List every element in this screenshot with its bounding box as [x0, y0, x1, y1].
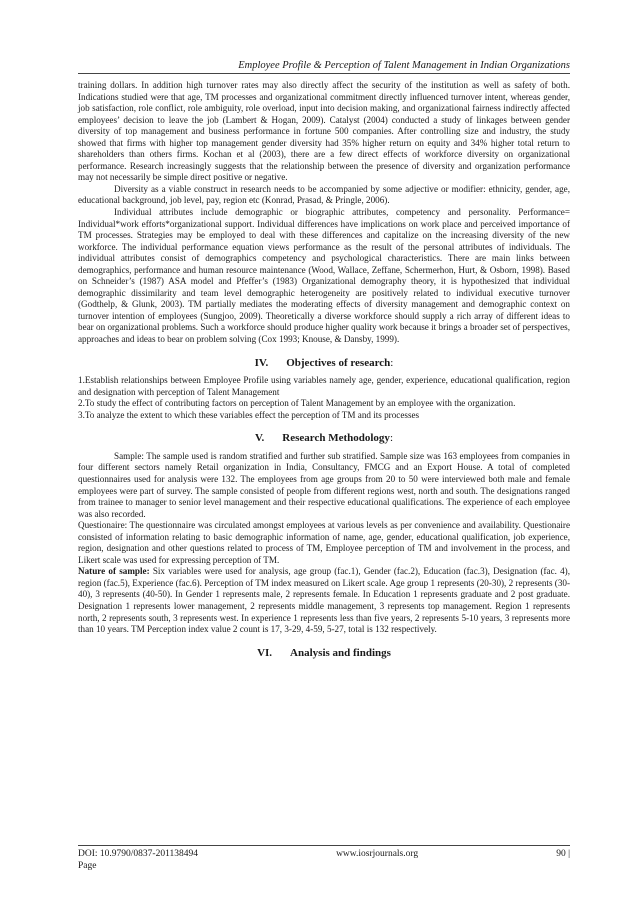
nature-of-sample-label: Nature of sample: — [78, 566, 150, 577]
footer-page-number: 90 | — [556, 849, 570, 859]
section-number: V. — [255, 432, 265, 445]
section-heading-analysis — [78, 648, 570, 660]
objective-item: 1.Establish relationships between Employee Profile using variables namely age, gender, experience, educational qualification, region and designation with perception of Talent Management — [78, 375, 570, 397]
sample-paragraph: Sample: The sample used is random stratified and further sub stratified. Sample size was 163 employees from companies in four different sectors namely Retail organization in India, Consultancy, FMCG and an Export House. A total of completed questionnaires used for analysis were 132. The employees from age groups from 20 to 50 were interviewed both male and female employees were part of survey. The sample consisted of people from different regions west, north and south. The designations ranged from trainee to manager to senior level management and their respective educational qualifications. The experience of each employee was also recorded. — [78, 450, 570, 519]
objective-item: 3.To analyze the extent to which these variables effect the perception of TM and its processes — [78, 409, 420, 420]
footer-row — [78, 848, 570, 860]
section-title: Analysis and findings — [290, 646, 391, 659]
footer-doi: DOI: 10.9790/0837-201138494 — [78, 849, 198, 859]
footer-page-label: Page — [78, 861, 97, 871]
page-footer — [78, 845, 570, 872]
nature-of-sample-text: Six variables were used for analysis, age group (fac.1), Gender (fac.2), Education (fac.3), Designation (fac. 4), region (fac.5), Experience (fac.6). Perception of TM index measured on Likert scale. Age group 1 represents (20-30), 2 represents (30-40), 3 represents (40-50). In Gender 1 represents male, 2 represents female. In Education 1 represents graduate and 2 post graduate. Designation 1 represents lower management, 2 represents middle management, 3 represents top management. Region 1 represents north, 2 represents south, 3 represents west. In experience 1 represents less than five years, 2 represents 5-10 years, 3 represents more than 10 years. TM Perception index value 2 count is 17, 3-29, 4-59, 5-27, total is 132 respectively. — [78, 566, 570, 635]
intro-paragraph-1: training dollars. In addition high turnover rates may also directly affect the security of the institution as well as safety of both. Indications studied were that age, TM processes and organizational commitment directly influenced turnover intent, whereas gender, job satisfaction, role conflict, role ambiguity, role overload, input into decision making, and organizational fairness indirectly affected employees’ decision to leave the job (Lambert & Hogan, 2009). Catalyst (2004) conducted a study of linkages between gender diversity of top management and business performance in fortune 500 companies. After controlling size and industry, the study showed that firms with higher top management gender diversity had 35% higher return on equity and 34% higher total return to shareholders than others firms. Kochan et al (2003), there are a few direct effects of workforce diversity on organizational performance. Research increasingly suggests that the relationship between the presence of diversity and organization performance may not necessarily be simple direct positive or negative. — [78, 80, 570, 183]
objective-item: 2.To study the effect of contributing factors on perception of Talent Management by an employee with the organization. — [78, 398, 516, 409]
intro-paragraph-2: Diversity as a viable construct in research needs to be accompanied by some adjective or modifier: ethnicity, gender, age, educational background, job level, pay, region etc (Konrad, Prasad, & Pringle, 2006). — [78, 183, 570, 206]
section-colon: : — [390, 356, 394, 369]
page-body — [78, 80, 570, 665]
section-title: Research Methodology — [282, 432, 390, 445]
intro-paragraph-3: Individual attributes include demographic or biographic attributes, competency and personality. Performance= Individual*work efforts*organizational support. Individual differences have implications on work place and perceived importance of TM processes. Strategies may be employed to deal with these differences and capitalize on the increasing diversity of the new workforce. The individual performance equation views performance as the result of the personal attributes of individuals. The individual attributes consist of demographics competency and psychological characteristics. There are main links between demographics, performance and human resource maintenance (Wood, Wallace, Zeffane, Schermerhon, Hurt, & Osborn, 1998). Based on Schneider’s (1987) ASA model and Pfeffer’s (1983) Organizational demography theory, it is hypothesized that individual demographic dissimilarity and team level demographic heterogeneity are positively related to individual executive turnover (Godthelp, & Glunk, 2003). TM partially mediates the moderating effects of diversity management and demographic context on turnover intention of employees (Sungjoo, 2009). Theoretically a diverse workforce should supply a rich array of different ideas to bear on organizational problems. Such a workforce should produce higher quality work because it brings a broader set of perspectives, approaches and ideas to bear on problem solving (Cox 1993; Knouse, & Dansby, 1999). — [78, 207, 570, 345]
section-colon: : — [389, 432, 393, 445]
section-heading-methodology — [78, 433, 570, 445]
questionnaire-paragraph: Questionaire: The questionnaire was circulated amongst employees at various levels as per convenience and availability. Questionaire consisted of information relating to basic demographic information of name, age, gender, educational qualification, job experience, region, designation and other questions related to process of TM, Employee perception of TM and involvement in the process, and Likert scale was used for expressing perception of TM. — [78, 520, 570, 565]
section-heading-objectives — [78, 358, 570, 370]
nature-of-sample-paragraph — [78, 566, 570, 635]
running-header — [78, 60, 570, 74]
footer-website: www.iosrjournals.org — [336, 849, 419, 859]
section-number: VI. — [257, 646, 273, 659]
running-title: Employee Profile & Perception of Talent Management in Indian Organizations — [238, 60, 570, 71]
section-number: IV. — [254, 356, 269, 369]
section-title: Objectives of research — [286, 356, 391, 369]
